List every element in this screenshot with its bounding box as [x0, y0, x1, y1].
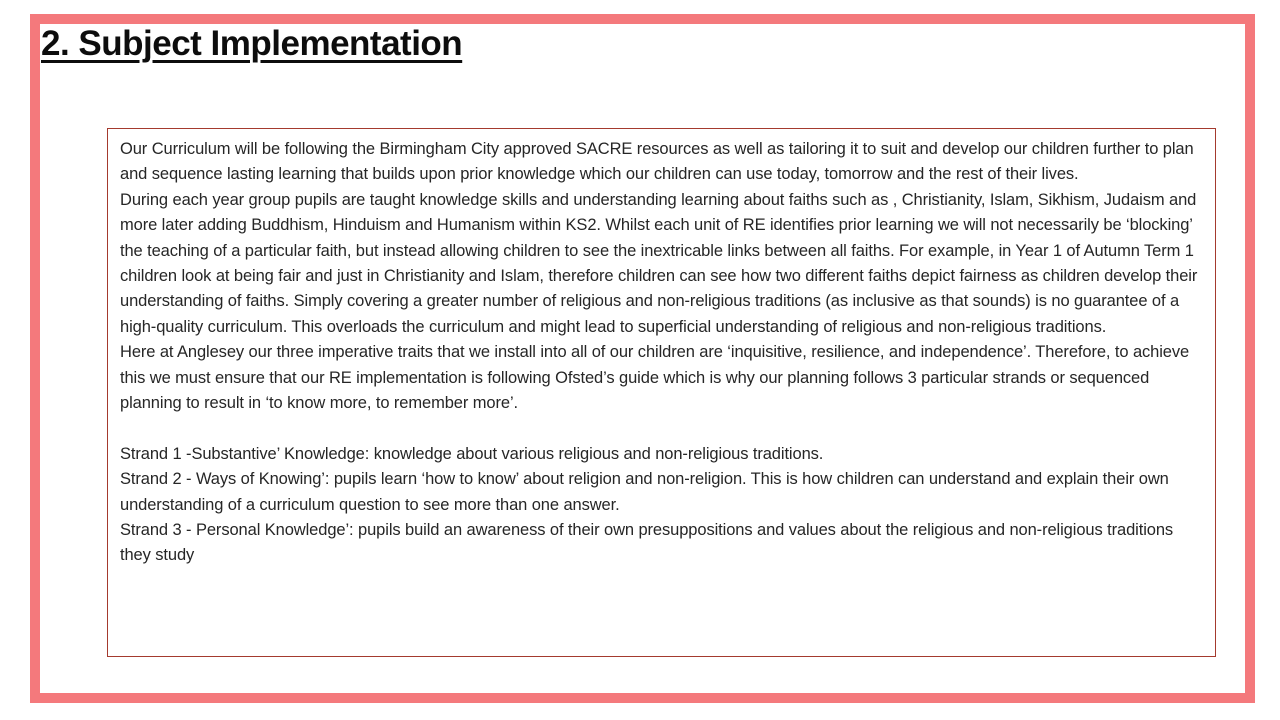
strand-3-personal-knowledge: Strand 3 - Personal Knowledge’: pupils build an awareness of their own presuppositions and values about the religious and non-religious traditions they study — [120, 521, 1174, 565]
strand-1-substantive-knowledge: Strand 1 -Substantive’ Knowledge: knowledge about various religious and non-religious traditions. — [120, 444, 824, 463]
paragraph-curriculum-overview: Our Curriculum will be following the Birmingham City approved SACRE resources as well as tailoring it to suit and develop our children further to plan and sequence lasting learning that builds upon prior knowledge which our children can use today, tomorrow and the rest of their lives. — [120, 140, 1194, 184]
paragraph-anglesey-traits: Here at Anglesey our three imperative traits that we install into all of our children are ‘inquisitive, resilience, and independence’. Therefore, to achieve this we must ensure that our RE implementation is following Ofsted’s guide which is why our planning follows 3 particular strands or sequenced planning to result in ‘to know more, to remember more’. — [120, 343, 1190, 413]
content-textbox — [107, 128, 1216, 657]
slide-title: 2. Subject Implementation — [41, 24, 463, 63]
strand-2-ways-of-knowing: Strand 2 - Ways of Knowing’: pupils learn ‘how to know’ about religion and non-religion. This is how children can understand and explain their own understanding of a curriculum question to see more than one answer. — [120, 470, 1169, 514]
paragraph-faiths-teaching: During each year group pupils are taught knowledge skills and understanding learning about faiths such as , Christianity, Islam, Sikhism, Judaism and more later adding Buddhism, Hinduism and Humanism within KS2. Whilst each unit of RE identifies prior learning we will not necessarily be ‘blocking’ the teaching of a particular faith, but instead allowing children to see the inextricable links between all faiths. For example, in Year 1 of Autumn Term 1 children look at being fair and just in Christianity and Islam, therefore children can see how two different faiths depict fairness as children develop their understanding of faiths. Simply covering a greater number of religious and non-religious traditions (as inclusive as that sounds) is no guarantee of a high-quality curriculum. This overloads the curriculum and might lead to superficial understanding of religious and non-religious traditions. — [120, 190, 1198, 336]
